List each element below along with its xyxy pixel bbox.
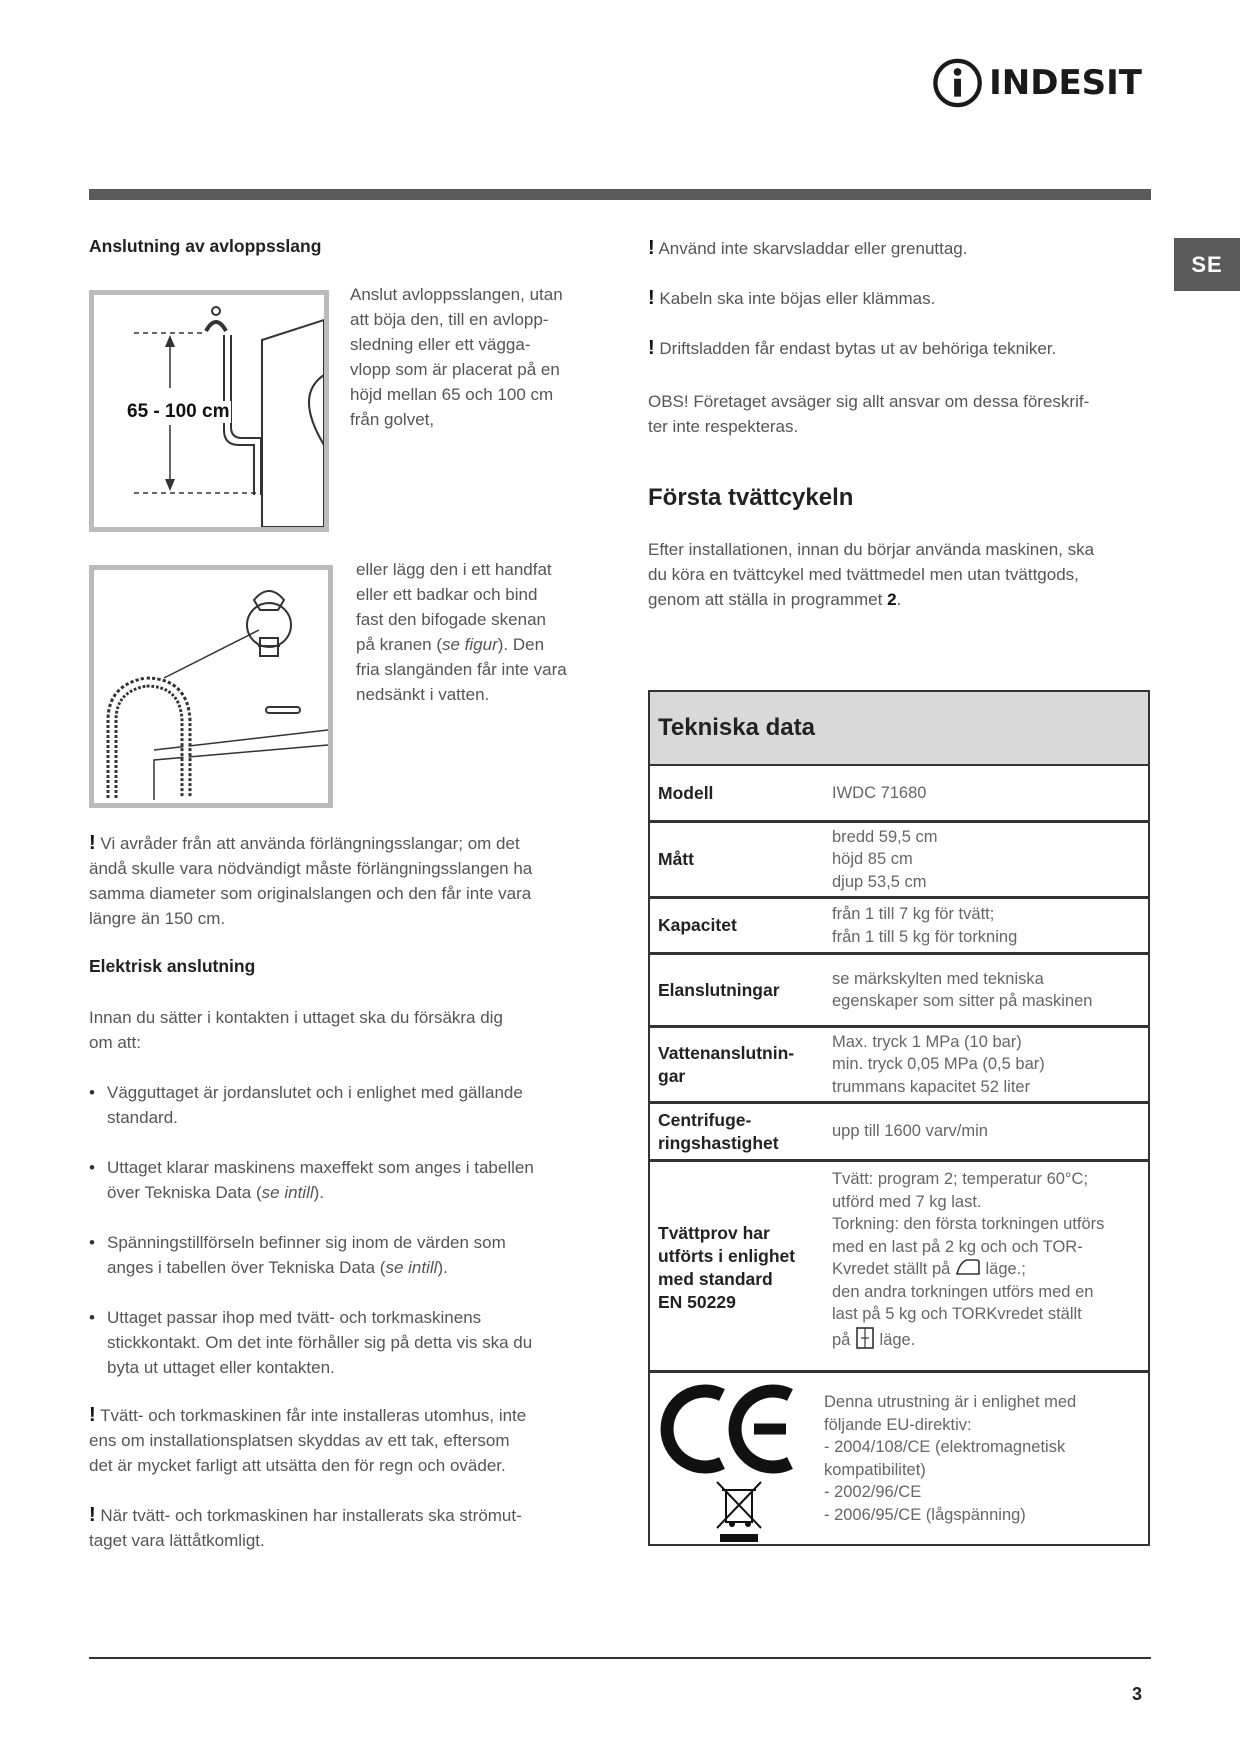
warning-cord-replacement [648,336,1158,361]
row-value [832,782,1148,805]
text-line: från golvet, [350,410,435,429]
text-line: trummans kapacitet 52 liter [832,1077,1031,1096]
text-line: - 2002/96/CE [824,1483,922,1501]
text-span: . [896,590,902,609]
table-row [650,820,1148,896]
text-line: Uttaget passar ihop med tvätt- och torkmaskinens [107,1308,482,1327]
text-span: läge.; [980,1260,1026,1278]
text-line: OBS! Företaget avsäger sig allt ansvar om dessa föreskrif- [648,392,1090,411]
text-span: läge. [874,1330,916,1349]
tech-data-title: Tekniska data [650,692,1148,766]
text-line: kompatibilitet) [824,1460,926,1479]
text-line: samma diameter som originalslangen och den får inte vara [89,884,532,903]
table-row [650,1025,1148,1101]
text-line: - 2004/108/CE (elektromagnetisk [824,1438,1066,1456]
row-value [832,826,1148,894]
warning-cable-bend [648,286,1158,311]
list-item [89,1155,609,1205]
drain-text [350,282,610,432]
extension-warning [89,831,609,931]
outdoor-warning [89,1403,609,1478]
text-line: bredd 59,5 cm [832,827,938,846]
text-line: Spänningstillförseln befinner sig inom de värden som [107,1233,506,1252]
text-line [832,1326,1140,1352]
row-key: Tvättprov har utförts i enlighet med standard EN 50229 [658,1223,796,1312]
text-span: Kabeln ska inte böjas eller klämmas. [659,289,936,308]
warning-icon: ! [89,832,96,854]
row-value [832,1031,1148,1099]
text-line: höjd mellan 65 och 100 cm [350,385,554,404]
table-row [650,896,1148,952]
text-line: djup 53,5 cm [832,872,927,891]
table-row [650,1159,1148,1370]
footer-rule [89,1657,1151,1659]
text-line: min. tryck 0,05 MPa (0,5 bar) [832,1055,1045,1074]
text-span: anges i tabellen över Tekniska Data ( [107,1258,386,1277]
ce-text [824,1391,1148,1526]
warning-extension-cords [648,236,1158,261]
figure-reference: se figur [442,635,498,654]
text-line: nedsänkt i vatten. [356,685,490,704]
text-line: Torkning: den första torkningen utförs [832,1215,1105,1233]
text-span: Tvätt- och torkmaskinen får inte installeras utomhus, inte [100,1406,527,1425]
text-line: eller ett badkar och bind [356,585,538,604]
text-line: sledning eller ett vägga- [350,335,531,354]
text-line: följande EU-direktiv: [824,1415,972,1434]
text-line [107,1255,506,1280]
text-line: det är mycket farligt att utsätta den för regn och oväder. [89,1456,506,1475]
indesit-logo [932,54,1142,112]
bullet-icon: • [89,1083,95,1102]
table-row [650,766,1148,820]
text-span: När tvätt- och torkmaskinen har installerats ska strömut- [100,1506,522,1525]
drain-heading: Anslutning av avloppsslang [89,236,322,256]
text-line: ter inte respekteras. [648,417,799,436]
text-line: Max. tryck 1 MPa (10 bar) [832,1032,1022,1051]
page-number: 3 [1132,1684,1143,1704]
warning-icon: ! [648,337,655,359]
bullet-icon: • [89,1158,95,1177]
text-line: längre än 150 cm. [89,909,226,928]
cross-reference: se intill [385,1258,438,1277]
header-rule [89,189,1151,200]
text-line: Innan du sätter i kontakten i uttaget ska du försäkra dig [89,1008,503,1027]
bullet-icon: • [89,1308,95,1327]
row-key: Vattenanslutnin- gar [658,1042,795,1086]
text-line: eller lägg den i ett handfat [356,560,552,579]
warning-icon: ! [648,237,655,259]
height-range-label: 65 - 100 cm [127,401,230,422]
text-line: se märkskylten med tekniska [832,969,1044,988]
text-line [356,632,616,657]
text-line: upp till 1600 varv/min [832,1122,988,1141]
text-line [89,831,609,856]
cross-reference: se intill [261,1183,314,1202]
text-line: Tvätt: program 2; temperatur 60°C; [832,1170,1089,1188]
text-line [648,587,1158,612]
text-line: ens om installationsplatsen skyddas av ett tak, eftersom [89,1431,510,1450]
tech-data-table [648,690,1150,1546]
iron-dry-icon [955,1258,981,1276]
bullet-icon: • [89,1233,95,1252]
basin-hose-illustration [94,570,328,803]
row-value [832,968,1148,1013]
text-line: att böja den, till en avlopp- [350,310,549,329]
row-value [832,1120,1148,1143]
text-line: standard. [107,1108,178,1127]
language-tab[interactable]: SE [1174,238,1240,291]
program-number: 2 [887,590,897,609]
text-line: den andra torkningen utförs med en [832,1282,1094,1301]
text-line: höjd 85 cm [832,850,913,869]
list-item [89,1080,609,1130]
text-span: Kvredet ställt på [832,1260,955,1278]
weee-bin-icon [714,1478,764,1544]
basin-hose-figure [89,565,333,808]
text-line: vlopp som är placerat på en [350,360,560,379]
text-line: fria slangänden får inte vara [356,660,567,679]
text-line: med en last på 2 kg och och TOR- [832,1237,1083,1256]
text-line [89,1403,609,1428]
warning-icon: ! [648,287,655,309]
obs-notice [648,389,1158,439]
elec-intro [89,1005,609,1055]
text-line: ändå skulle vara nödvändigt måste förlängningsslangen ha [89,859,533,878]
table-row [650,1370,1148,1544]
basin-text [356,557,616,707]
first-cycle-heading: Första tvättcykeln [648,484,854,511]
cupboard-dry-icon [855,1326,875,1350]
text-line: utförd med 7 kg last. [832,1192,982,1211]
text-line: om att: [89,1033,141,1052]
text-line: taget vara lättåtkomligt. [89,1531,265,1550]
text-span: på kranen ( [356,635,442,654]
list-item [89,1305,609,1380]
text-line: Denna utrustning är i enlighet med [824,1393,1077,1411]
text-line: fast den bifogade skenan [356,610,546,629]
text-line: stickkontakt. Om det inte förhåller sig på detta vis ska du [107,1333,533,1352]
text-line: Anslut avloppsslangen, utan [350,285,563,304]
table-row [650,1101,1148,1159]
text-line: Uttaget klarar maskinens maxeffekt som anges i tabellen [107,1158,534,1177]
warning-icon: ! [89,1504,96,1526]
indesit-i-icon [932,53,983,113]
text-span: över Tekniska Data ( [107,1183,262,1202]
first-cycle-text [648,537,1158,612]
warning-icon: ! [89,1404,96,1426]
drain-height-figure [89,290,329,532]
ce-weee-marks [650,1373,824,1544]
row-key: Kapacitet [658,915,737,935]
text-line: IWDC 71680 [832,783,927,802]
text-line: byta ut uttaget eller kontakten. [107,1358,335,1377]
row-value [832,903,1148,948]
row-key: Mått [658,849,694,869]
list-item [89,1230,609,1280]
text-line: från 1 till 7 kg för tvätt; [832,905,995,923]
text-line: Vägguttaget är jordanslutet och i enlighet med gällande [107,1083,523,1102]
text-span: ). [313,1183,325,1202]
text-line [832,1258,1140,1281]
row-key: Elanslutningar [658,979,780,1000]
text-span: Driftsladden får endast bytas ut av behöriga tekniker. [659,339,1057,358]
elec-heading: Elektrisk anslutning [89,956,256,976]
row-key: Modell [658,782,714,803]
text-span: ). [437,1258,448,1277]
text-span: genom att ställa in programmet [648,590,888,609]
text-line: - 2006/95/CE (lågspänning) [824,1505,1026,1524]
text-line: egenskaper som sitter på maskinen [832,992,1093,1010]
text-line: last på 5 kg och TORKvredet ställt [832,1305,1082,1323]
text-span: ). Den [497,635,545,654]
text-line: du köra en tvättcykel med tvättmedel men utan tvättgods, [648,565,1079,584]
text-span: Använd inte skarvsladdar eller grenuttag. [658,239,968,258]
text-span: Vi avråder från att använda förlängningsslangar; om det [100,834,520,853]
row-key: Centrifuge- ringshastighet [658,1109,779,1153]
row-value [832,1168,1148,1351]
text-line: Efter installationen, innan du börjar använda maskinen, ska [648,540,1095,559]
text-line [89,1503,609,1528]
table-row [650,952,1148,1025]
brand-name: INDESIT [989,63,1142,103]
text-span: på [832,1330,855,1349]
text-line: från 1 till 5 kg för torkning [832,927,1018,946]
text-line [107,1180,534,1205]
access-warning [89,1503,609,1553]
